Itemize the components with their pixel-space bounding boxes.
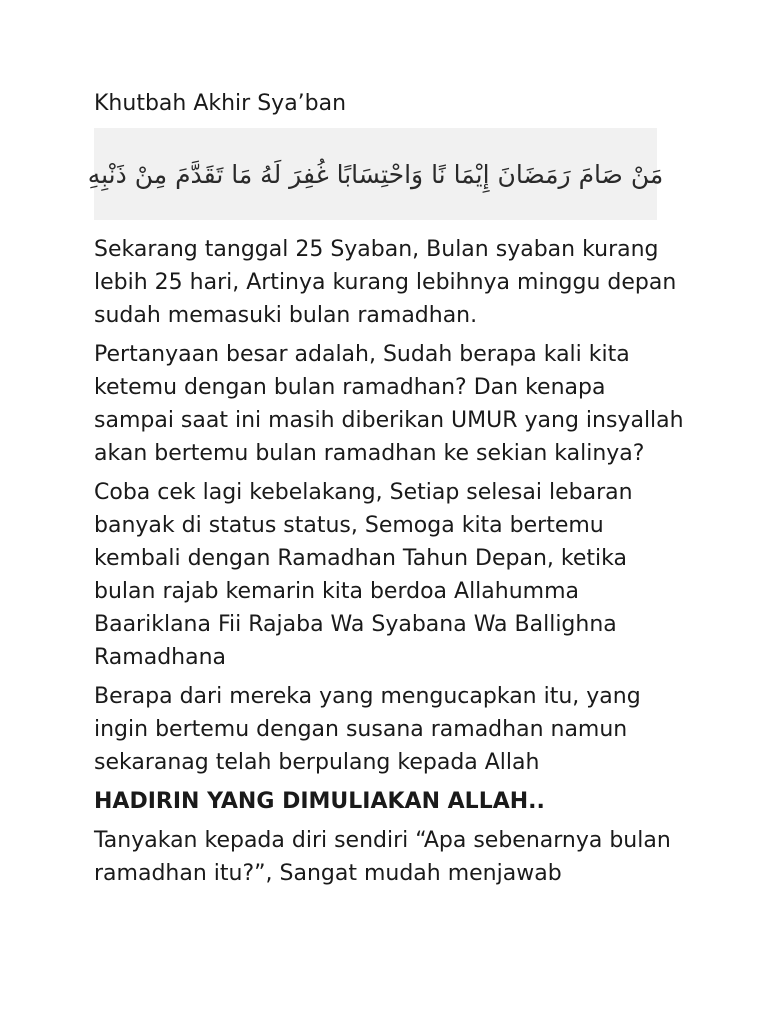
arabic-quote-text: مَنْ صَامَ رَمَضَانَ إِيْمَا نًا وَاحْتِسَابًا غُفِرَ لَهُ مَا تَقَدَّمَ مِنْ ذَنْبِهِ xyxy=(87,159,664,189)
arabic-quote-image xyxy=(87,128,664,220)
paragraph-3: Coba cek lagi kebelakang, Setiap selesai lebaran banyak di status status, Semoga kita bertemu kembali dengan Ramadhan Tahun Depan, ketika bulan rajab kemarin kita berdoa Allahumma Baariklana Fii Rajaba Wa Syabana Wa Ballighna Ramadhana xyxy=(94,480,633,670)
document-title: Khutbah Akhir Sya’ban xyxy=(94,91,347,116)
document-page xyxy=(87,86,684,896)
paragraph-2: Pertanyaan besar adalah, Sudah berapa kali kita ketemu dengan bulan ramadhan? Dan kenapa sampai saat ini masih diberikan UMUR yang insyallah akan bertemu bulan ramadhan ke sekian kalinya? xyxy=(94,342,684,466)
paragraph-4: Berapa dari mereka yang mengucapkan itu, yang ingin bertemu dengan susana ramadhan namun sekaranag telah berpulang kepada Allah xyxy=(94,684,641,775)
paragraph-5: Tanyakan kepada diri sendiri “Apa sebenarnya bulan ramadhan itu?”, Sangat mudah menjawab xyxy=(94,828,671,886)
paragraph-1: Sekarang tanggal 25 Syaban, Bulan syaban kurang lebih 25 hari, Artinya kurang lebihnya minggu depan sudah memasuki bulan ramadhan. xyxy=(94,237,677,328)
section-heading: HADIRIN YANG DIMULIAKAN ALLAH.. xyxy=(94,789,545,814)
